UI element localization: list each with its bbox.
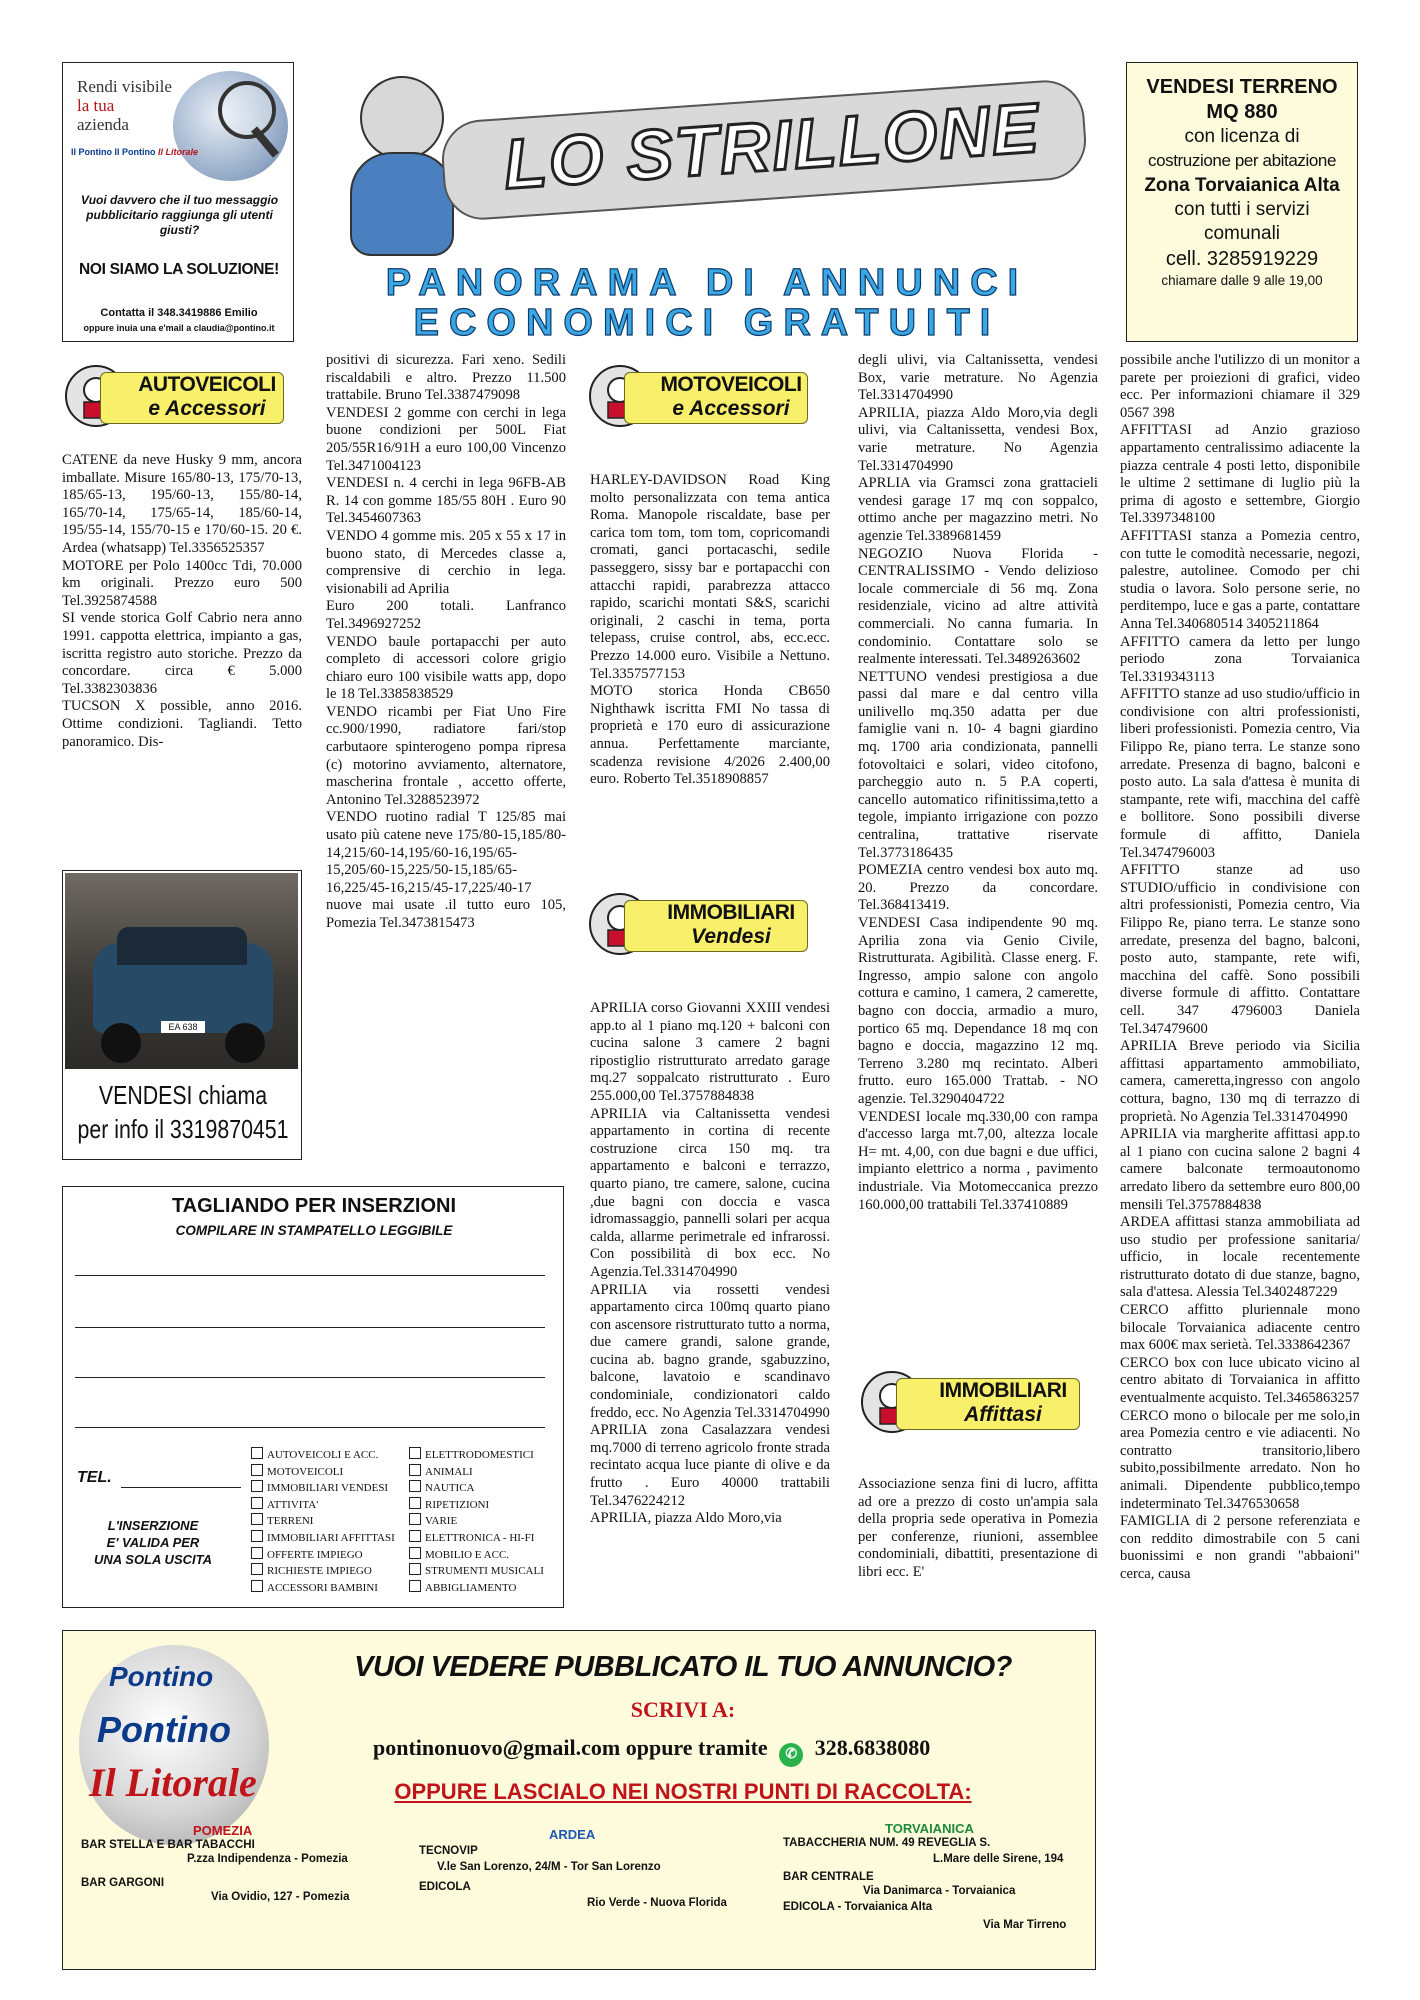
- listing: AFFITTASI stanza a Pomezia centro, con tutte le comodità necessarie, negozi, palestre, autolinee. Comodo per chi studia o lavora. Solo persone serie, no perditempo, luce e gas a parte, contattare Anna Tel.340680514 3405211864: [1120, 527, 1360, 632]
- section-immobiliari-affittasi: [858, 1368, 1080, 1436]
- coupon-option[interactable]: STRUMENTI MUSICALI: [409, 1563, 544, 1580]
- footer-logo-litorale: Il Litorale: [89, 1760, 257, 1805]
- coupon-tel-field[interactable]: [121, 1487, 241, 1488]
- promo-contact-2: oppure inuia una e'mail a claudia@pontino.it: [83, 323, 275, 333]
- coupon-option[interactable]: NAUTICA: [409, 1480, 544, 1497]
- listing: NETTUNO vendesi prestigiosa a due passi dal mare e dal centro villa unilivello mq.350 adatta per due famiglie vani n. 10- 4 bagni giardino mq. 1700 aria condizionata, pannelli fotovoltaici e solari, video citofono, parcheggio auto n. 5 P.A coperti, cancello automatico rifinitissima,tetto a tegole, impianto irrigazione con pozzo centralina, trattative riservate Tel.3773186435: [858, 668, 1098, 861]
- promo-slogan: NOI SIAMO LA SOLUZIONE!: [78, 261, 280, 278]
- land-ad-line4: costruzione per abitazione: [1147, 151, 1337, 170]
- listing: CATENE da neve Husky 9 mm, ancora imballate. Misure 165/80-13, 175/70-13, 185/65-13, 195/60-13, 155/80-14, 165/70-14, 175/65-14, 185/60-14, 195/55-14, 155/70-15 e 170/60-15. 20 €. Ardea (whatsapp) Tel.3356525357: [62, 452, 302, 556]
- logo-litorale: Il Litorale: [158, 147, 199, 157]
- footer-torvaianica-5: EDICOLA - Torvaianica Alta: [783, 1901, 933, 1913]
- masthead-subtitle-2: ECONOMICI GRATUITI: [413, 302, 1001, 344]
- coupon-option[interactable]: ABBIGLIAMENTO: [409, 1580, 544, 1597]
- car-photo: [65, 873, 298, 1069]
- listing: APRILIA via Caltanissetta vendesi appartamento in cortina di recente costruzione circa 150 mq. tra appartamento e balconi e terrazzo, quarto piano, tre camere, salone, cucina ,due bagni con doccia e vasca idromassaggio, pannelli solari per acqua calda, allarme perimetrale ed infrarossi. Con possibilità di box ecc. No Agenzia.Tel.3314704990: [590, 1105, 830, 1280]
- listing: VENDESI locale mq.330,00 con rampa d'accesso larga mt.7,00, altezza locale H= mt. 4,00, con due bagni e due uffici, impianto elettrico a norma , pavimento industriale. Via Motomeccanica prezzo 160.000,00 trattabili Tel.337410889: [858, 1108, 1098, 1213]
- listing: MOTO storica Honda CB650 Nighthawk iscritta FMI No tassa di proprietà e 170 euro di assicurazione annua. Perfettamente marciante, scadenza revisione 4/2026 2.400,00 euro. Roberto Tel.3518908857: [590, 683, 830, 788]
- listing: APRILIA via margherite affittasi app.to al 1 piano con cucina salone 2 bagni 4 camere balconate termoautonomo arredato libero da settembre euro 800,00 mensili Tel.3757884838: [1120, 1126, 1360, 1213]
- checkbox-icon[interactable]: [251, 1547, 263, 1559]
- listing: CERCO affitto pluriennale mono bilocale Torvaianica adiacente centro max 600€ max serietà. Tel.3338642367: [1120, 1302, 1360, 1354]
- listing: CERCO mono o bilocale per me solo,in area Pomezia centro e vie adiacenti. No contratto transitorio,libero subito,possibilmente arredato. Non ho animali. Dipendente pubblico,tempo indeterminato Tel.3476530658: [1120, 1407, 1360, 1512]
- footer-torvaianica-2: L.Mare delle Sirene, 194: [933, 1853, 1064, 1865]
- promo-headline-1: Rendi visibile: [77, 77, 172, 96]
- promo-headline: [77, 77, 172, 134]
- coupon-option[interactable]: IMMOBILIARI VENDESI: [251, 1480, 395, 1497]
- coupon-option[interactable]: IMMOBILIARI AFFITTASI: [251, 1530, 395, 1547]
- checkbox-icon[interactable]: [409, 1464, 421, 1476]
- footer-ad[interactable]: [62, 1630, 1096, 1970]
- section-autoveicoli-title: AUTOVEICOLI: [138, 373, 276, 396]
- masthead-subtitle-1: PANORAMA DI ANNUNCI: [385, 262, 1029, 304]
- checkbox-icon[interactable]: [251, 1513, 263, 1525]
- masthead: [322, 70, 1092, 344]
- listing: VENDO baule portapacchi per auto completo di accessori colore grigio chiaro euro 100 visibile watts app, dopo le 18 Tel.3385838529: [326, 633, 566, 703]
- coupon-note: [73, 1517, 233, 1568]
- listing: TUCSON X possible, anno 2016. Ottime condizioni. Tagliandi. Tetto panoramico. Dis-: [62, 698, 302, 750]
- footer-email-line[interactable]: [373, 1735, 1073, 1767]
- listing: VENDESI n. 4 cerchi in lega 96FB-AB R. 14 con gomme 185/55 80H . Euro 90 Tel.3454607363: [326, 475, 566, 527]
- footer-torvaianica-1: TABACCHERIA NUM. 49 REVEGLIA S.: [783, 1837, 991, 1849]
- listing: ARDEA affittasi stanza ammobiliata ad uso studio per professione sanitaria/ ufficio, in locale recentemente ristrutturato dotato di due stanze, bagno, sala d'attesa. Alessia Tel.3402487229: [1120, 1214, 1360, 1301]
- coupon-option[interactable]: OFFERTE IMPIEGO: [251, 1547, 395, 1564]
- listing: VENDO ruotino radial T 125/85 mai usato più catene neve 175/80-15,185/80-14,215/60-14,195/60-16,195/65-15,205/60-15,225/50-15,185/65-16,225/45-16,215/45-17,225/40-17 nuove mai usate .il tutto euro 105, Pomezia Tel.3473815473: [326, 809, 566, 931]
- footer-whatsapp-number[interactable]: 328.6838080: [814, 1735, 931, 1760]
- footer-torvaianica-3: BAR CENTRALE: [783, 1871, 874, 1883]
- listing: possibile anche l'utilizzo di un monitor a parete per proiezioni di grafici, video ecc. Per informazioni chiamare il 329 0567 398: [1120, 352, 1360, 421]
- column-4-immobiliari: [858, 352, 1098, 1362]
- promo-headline-3: azienda: [77, 115, 129, 134]
- listing: POMEZIA centro vendesi box auto mq. 20. Prezzo da concordare. Tel.368413419.: [858, 862, 1098, 914]
- promo-contact-1: Contatta il 348.3419886 Emilio: [100, 307, 258, 319]
- footer-ardea-2: V.le San Lorenzo, 24/M - Tor San Lorenzo: [437, 1861, 661, 1873]
- coupon-option[interactable]: TERRENI: [251, 1513, 395, 1530]
- footer-email[interactable]: pontinonuovo@gmail.com oppure tramite: [373, 1735, 768, 1760]
- car-wheel: [225, 1023, 265, 1063]
- listing: MOTORE per Polo 1400cc Tdi, 70.000 km originali. Prezzo euro 500 Tel.3925874588: [62, 557, 302, 609]
- footer-ardea-4: Rio Verde - Nuova Florida: [587, 1897, 727, 1909]
- land-ad-line1: VENDESI TERRENO: [1146, 76, 1338, 98]
- checkbox-icon[interactable]: [251, 1530, 263, 1542]
- coupon-note-1: L'INSERZIONE: [107, 1518, 199, 1533]
- checkbox-icon[interactable]: [409, 1497, 421, 1509]
- listing: Associazione senza fini di lucro, affitta ad ore a prezzo di costo un'ampia sala della propria sede operativa in Pomezia per conferenze, riunioni, assemblee condominiali, dibattiti, presentazione di libri ecc. E': [858, 1476, 1098, 1580]
- footer-logo-pontino-1: Pontino: [109, 1661, 214, 1692]
- listing: APRLIA via Gramsci zona grattacieli vendesi garage 17 mq con soppalco, ottimo anche per magazzino metri. No agenzie Tel.3389681459: [858, 475, 1098, 544]
- listing: VENDESI 2 gomme con cerchi in lega buone condizioni per 500L Fiat 205/55R16/91H a euro 100,00 Vincenzo Tel.3471004123: [326, 404, 566, 474]
- mascot-head: [360, 76, 444, 160]
- listing: VENDO ricambi per Fiat Uno Fire cc.900/1990, radiatore fari/stop carbutaore spinterogeno pompa ripresa (c) motorino avviamento, alternatore, mascherina frontale , accetto offerte, Antonino Tel.3288523972: [326, 703, 566, 808]
- listing: FAMIGLIA di 2 persone referenziata e con reddito dimostrabile con 5 cani buonissimi e non grandi "abbaioni" cerca, causa: [1120, 1513, 1360, 1582]
- column-3-motoveicoli: [590, 472, 830, 884]
- logo-pontino-2: Il Pontino: [114, 147, 156, 157]
- listing: VENDO 4 gomme mis. 205 x 55 x 17 in buono stato, di Mercedes classe a, comprensive di cerchio in lega. visionabili ad Aprilia: [326, 527, 566, 597]
- promo-ad[interactable]: [62, 62, 294, 342]
- coupon-option[interactable]: VARIE: [409, 1513, 544, 1530]
- checkbox-icon[interactable]: [409, 1513, 421, 1525]
- coupon-line-2[interactable]: [75, 1327, 545, 1328]
- section-imm-affittasi-subtitle: Affittasi: [964, 1403, 1042, 1426]
- car-windshield: [117, 927, 247, 965]
- section-motoveicoli-subtitle: e Accessori: [672, 397, 790, 420]
- column-4-affittasi: [858, 1476, 1098, 1612]
- coupon-note-2: E' VALIDA PER: [106, 1535, 200, 1550]
- checkbox-icon[interactable]: [251, 1580, 263, 1592]
- coupon-option[interactable]: ELETTRONICA - HI-FI: [409, 1530, 544, 1547]
- section-autoveicoli: [62, 362, 284, 430]
- magnifier-icon: [218, 81, 276, 139]
- footer-ardea-3: EDICOLA: [419, 1881, 471, 1893]
- coupon-form[interactable]: [62, 1186, 564, 1608]
- coupon-line-4[interactable]: [75, 1427, 545, 1428]
- listing: HARLEY-DAVIDSON Road King molto personalizzata con tema antica Roma. Manopole riscaldate, base per carica tom tom, tom tom, copricomandi cromati, ganci portacaschi, sedile passeggero, sissy bar e portapacchi con attacchi rapidi, parabrezza attacco rapido, scarichi montati S&S, scarichi originali, 2 caschi in tema, porta telepass, cruise control, abs, ecc.ecc. Prezzo 14.000 euro. Visibile a Nettuno. Tel.3357577153: [590, 472, 830, 682]
- coupon-option[interactable]: AUTOVEICOLI E ACC.: [251, 1447, 395, 1464]
- car-plate: EA 638: [161, 1021, 205, 1033]
- footer-scrivi: SCRIVI A:: [630, 1697, 736, 1722]
- land-ad-line3: con licenza di: [1184, 126, 1300, 147]
- column-1-autoveicoli: [62, 452, 302, 870]
- coupon-option[interactable]: ACCESSORI BAMBINI: [251, 1580, 395, 1597]
- footer-pomezia-4: Via Ovidio, 127 - Pomezia: [211, 1891, 350, 1903]
- mascot-body: [350, 152, 454, 256]
- checkbox-icon[interactable]: [251, 1464, 263, 1476]
- listing: APRILIA, piazza Aldo Moro,via: [590, 1510, 782, 1527]
- coupon-note-3: UNA SOLA USCITA: [94, 1552, 212, 1567]
- logo-pontino-1: Il Pontino: [71, 147, 112, 157]
- checkbox-icon[interactable]: [409, 1563, 421, 1575]
- promo-headline-2: la tua: [77, 96, 115, 115]
- checkbox-icon[interactable]: [409, 1530, 421, 1542]
- footer-torvaianica-6: Via Mar Tirreno: [983, 1919, 1067, 1931]
- whatsapp-icon: ✆: [779, 1743, 803, 1767]
- checkbox-icon[interactable]: [251, 1497, 263, 1509]
- checkbox-icon[interactable]: [409, 1547, 421, 1559]
- listing: APRILIA zona Casalazzara vendesi mq.7000 di terreno agricolo fronte strada recintato acqua luce piante di olive e da frutto . Euro 40000 trattabili Tel.3476224212: [590, 1422, 830, 1509]
- coupon-option[interactable]: RICHIESTE IMPIEGO: [251, 1563, 395, 1580]
- section-motoveicoli: [586, 362, 808, 430]
- promo-body: Vuoi davvero che il tuo messaggio pubblicitario raggiunga gli utenti giusti?: [80, 193, 279, 237]
- footer-torvaianica-title: TORVAIANICA: [885, 1821, 974, 1836]
- land-ad-line7: comunali: [1203, 223, 1281, 244]
- listing: AFFITTO camera da letto per lungo periodo zona Torvaianica Tel.3319343113: [1120, 633, 1360, 685]
- promo-logos: [71, 147, 198, 157]
- listing: APRILIA corso Giovanni XXIII vendesi app.to al 1 piano mq.120 + balconi con cucina salone 3 camere 2 bagni ripostiglio ristrutturato arredato garage mq.27 soppalcato ristrutturato . Euro 255.000,00 Tel.3757884838: [590, 1000, 830, 1104]
- checkbox-icon[interactable]: [409, 1480, 421, 1492]
- listing: APRILIA Breve periodo via Sicilia affittasi appartamento ammobiliato, camera, cameretta,ingresso con angolo cottura, bagno, 130 mq di terrazzo di proprietà. No Agenzia Tel.3314704990: [1120, 1038, 1360, 1125]
- column-3-immobiliari: [590, 1000, 830, 1614]
- listing: CERCO box con luce ubicato vicino al centro abitato di Torvaianica in affitto eventualmente acquisto. Tel.3465863257: [1120, 1354, 1360, 1407]
- listing: VENDESI Casa indipendente 90 mq. Aprilia zona via Genio Civile, Ristrutturata. Agibilità. Classe energ. F. Ingresso, ampio salone con angolo cottura e camino, 1 camera, 2 camerette, bagno con doccia, armadio a muro, portico 65 mq. Dependance 18 mq con bagno e doccia, magazzino 12 mq. Terreno 3.280 mq recintato. Alberi frutto. euro 165.000 Trattab. - NO agenzie. Tel.3290404722: [858, 915, 1098, 1107]
- land-ad-line6: con tutti i servizi: [1174, 199, 1310, 220]
- car-wheel: [101, 1023, 141, 1063]
- checkbox-icon[interactable]: [409, 1447, 421, 1459]
- coupon-line-3[interactable]: [75, 1377, 545, 1378]
- land-ad-line8: cell. 3285919229: [1165, 248, 1319, 270]
- coupon-line-1[interactable]: [75, 1275, 545, 1276]
- section-imm-vendesi-title: IMMOBILIARI: [667, 901, 795, 924]
- listing: APRILIA via rossetti vendesi appartamento circa 100mq quarto piano con ascensore ristrutturato tutto a norma, due camere grandi, salone grande, cucina ab. bagno grande, sgabuzzino, balcone, lavatoio e scandinavo condominiale, condizionatori caldo freddo, ecc. No Agenzia Tel.3314704990: [590, 1281, 830, 1421]
- footer-pomezia-title: POMEZIA: [193, 1823, 253, 1838]
- section-motoveicoli-title: MOTOVEICOLI: [660, 373, 802, 396]
- footer-pomezia-3: BAR GARGONI: [81, 1877, 165, 1889]
- footer-pomezia-2: P.zza Indipendenza - Pomezia: [187, 1853, 348, 1865]
- land-ad[interactable]: [1126, 62, 1358, 342]
- masthead-title: LO STRILLONE: [501, 88, 1043, 204]
- checkbox-icon[interactable]: [251, 1563, 263, 1575]
- listing: APRILIA, piazza Aldo Moro,via degli ulivi, via Caltanissetta, vendesi Box, varie metrature. No Agenzia Tel.3314704990: [858, 404, 1098, 474]
- section-immobiliari-vendesi: [586, 890, 808, 958]
- listing: AFFITTO stanze ad uso studio/ufficio in condivisione con altri professionisti, liberi professionisti. Pomezia centro, Via Filippo Re, piano terra. Le stanze sono arredate. Presenza di bagno, balconi e posto auto. La sala d'attesa è munita di stampante, rete wifi, macchina del caffè e bollitore. Sono possibili diverse formule di affitto, Daniela Tel.3474796003: [1120, 686, 1360, 861]
- listing: SI vende storica Golf Cabrio nera anno 1991. cappotta elettrica, impianto a gas, iscritta registro auto storiche. Prezzo da concordare. circa € 5.000 Tel.3382303836: [62, 610, 302, 697]
- coupon-option[interactable]: MOBILIO E ACC.: [409, 1547, 544, 1564]
- coupon-option[interactable]: ATTIVITA': [251, 1497, 395, 1514]
- car-ad-line2: per info il 3319870451: [77, 1114, 289, 1144]
- footer-logo-pontino-2: Pontino: [97, 1709, 231, 1750]
- coupon-option[interactable]: MOTOVEICOLI: [251, 1464, 395, 1481]
- footer-headline: VUOI VEDERE PUBBLICATO IL TUO ANNUNCIO?: [354, 1651, 1012, 1683]
- column-5-affittasi: [1120, 352, 1360, 1992]
- footer-ardea-title: ARDEA: [549, 1827, 596, 1842]
- land-ad-line5: Zona Torvaianica Alta: [1144, 175, 1340, 196]
- coupon-options-col2: [409, 1447, 544, 1596]
- coupon-subtitle: COMPILARE IN STAMPATELLO LEGGIBILE: [175, 1223, 453, 1238]
- checkbox-icon[interactable]: [251, 1480, 263, 1492]
- footer-torvaianica-4: Via Danimarca - Torvaianica: [863, 1885, 1016, 1897]
- section-imm-affittasi-title: IMMOBILIARI: [939, 1379, 1067, 1402]
- listing: AFFITTO stanze ad uso STUDIO/ufficio in condivisione con altri professionisti, Pomezia centro, Via Filippo Re, piano terra. Le stanze sono arredate, presenza del bagno, balconi, posto auto, stampante, rete wifi, macchina del caffè. Sono possibili diverse formule di affitto. Contattare cell. 347 4796003 Daniela Tel.347479600: [1120, 862, 1360, 1037]
- coupon-title: TAGLIANDO PER INSERZIONI: [171, 1195, 457, 1217]
- coupon-tel-label: TEL.: [77, 1469, 112, 1486]
- section-imm-vendesi-subtitle: Vendesi: [691, 925, 771, 948]
- section-autoveicoli-subtitle: e Accessori: [148, 397, 266, 420]
- coupon-option[interactable]: RIPETIZIONI: [409, 1497, 544, 1514]
- checkbox-icon[interactable]: [251, 1447, 263, 1459]
- footer-pomezia-1: BAR STELLA E BAR TABACCHI: [81, 1839, 255, 1851]
- listing: degli ulivi, via Caltanissetta, vendesi Box, varie metrature. No Agenzia Tel.3314704990: [858, 352, 1098, 404]
- listing: NEGOZIO Nuova Florida - CENTRALISSIMO - Vendo delizioso locale commerciale di 56 mq. Zona residenziale, vicino ad altre attività commerciali. No canna fumaria. In condominio. Contattare solo se realmente interessati. Tel.3489263602: [858, 545, 1098, 668]
- column-2-autoveicoli: [326, 352, 566, 1170]
- listing: positivi di sicurezza. Fari xeno. Sedili riscaldabili e altro. Prezzo 11.500 trattabile. Bruno Tel.3387479098: [326, 352, 566, 404]
- coupon-option[interactable]: ANIMALI: [409, 1464, 544, 1481]
- footer-ardea-1: TECNOVIP: [419, 1845, 478, 1857]
- coupon-option[interactable]: ELETTRODOMESTICI: [409, 1447, 544, 1464]
- land-ad-line2: MQ 880: [1206, 101, 1278, 123]
- footer-raccolta: OPPURE LASCIALO NEI NOSTRI PUNTI DI RACCOLTA:: [394, 1779, 972, 1804]
- car-ad[interactable]: [62, 870, 302, 1160]
- land-ad-line9: chiamare dalle 9 alle 19,00: [1161, 273, 1323, 288]
- checkbox-icon[interactable]: [409, 1580, 421, 1592]
- listing: Euro 200 totali. Lanfranco Tel.3496927252: [326, 598, 566, 632]
- car-ad-line1: VENDESI chiama: [98, 1080, 268, 1110]
- coupon-options-col1: [251, 1447, 395, 1596]
- listing: AFFITTASI ad Anzio grazioso appartamento centralissimo adiacente la piazza centrale 4 posti letto, disponibile le ultime 2 settimane di luglio più la prima di agosto e settembre, Giorgio Tel.3397348100: [1120, 422, 1360, 527]
